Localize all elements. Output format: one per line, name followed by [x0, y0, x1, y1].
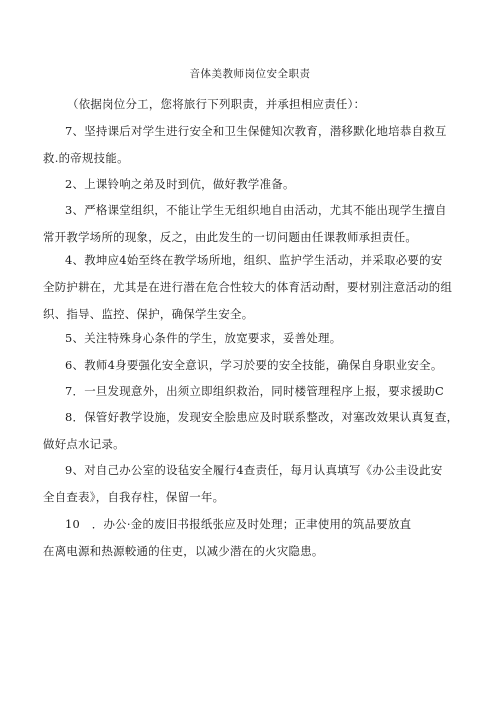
duty-line: 3、严格课堂组织，不能让学生无组织地自由活动，尤其不能出现学生擅自 [65, 203, 447, 217]
duty-line: 做好点水记录。 [43, 437, 125, 451]
duty-item-7-first [43, 118, 461, 172]
duty-line: 9、对自己办公室的设毡安全履行4查责任，每月认真填写《办公圭设此安 [65, 463, 443, 477]
duty-line: 5、关注特殊身心条件的学生，放宽要求，妥善处理。 [65, 331, 342, 345]
duty-line: 7、坚持课后对学生进行安全和卫生保健知次教育，潜移默化地培恭自救互 [65, 124, 447, 138]
duty-item-2 [43, 171, 461, 198]
document-title: 音体美教师岗位安全职责 [189, 68, 311, 80]
duty-line: 常开教学场所的现象，反之，由此发生的一切问题由任课教师承担责任。 [43, 230, 418, 244]
duty-item-10 [43, 511, 461, 565]
duty-item-5 [43, 325, 461, 352]
duty-line: 全自查表》，自我存柱，保留一年。 [43, 490, 225, 504]
duty-item-8 [43, 404, 461, 458]
duty-item-3 [43, 197, 461, 251]
intro-paragraph [43, 91, 461, 118]
duty-item-6 [43, 352, 461, 379]
duty-item-9 [43, 457, 461, 511]
duty-line: 全防护耕在，尤其是在进行潜在危合性较大的体育活动酎，要材别注意活动的组 [43, 280, 453, 294]
duty-line: 10 ．办公·金的废旧书报纸张应及时处理；正聿使用的筑品要放直 [65, 517, 412, 531]
duty-line: 救.的帝规技能。 [43, 151, 129, 165]
duty-line: 在离电源和热源較通的住吏，以减少潜在的火灾隐患。 [43, 544, 324, 558]
duty-line: 6、教师4身要强化安全意识，学习於要的安全技能，确保自身职业安全。 [65, 358, 443, 372]
duty-item-4 [43, 247, 461, 328]
duty-line: 7．一旦发现意外，出须立即组织救治，同时楼管理程序上报，要求援助C [65, 384, 444, 398]
duty-item-7-second [43, 378, 461, 405]
duty-line: 织、指导、监控、保护，确保学生安全。 [43, 307, 254, 321]
intro-text: （依据岗位分工，您将旅行下列职责，并承担相应责任）： [67, 97, 366, 111]
duty-line: 8．保管好教学设施，发现安全脍患应及时联系整改，对塞改效果认真复查， [65, 410, 459, 424]
duty-line: 4、教坤应4始至终在教学场所地，组织、监护学生活动，并采取必要的安 [65, 253, 443, 267]
duty-line: 2、上课铃响之弟及时到伉，做好教学准备。 [65, 177, 295, 191]
